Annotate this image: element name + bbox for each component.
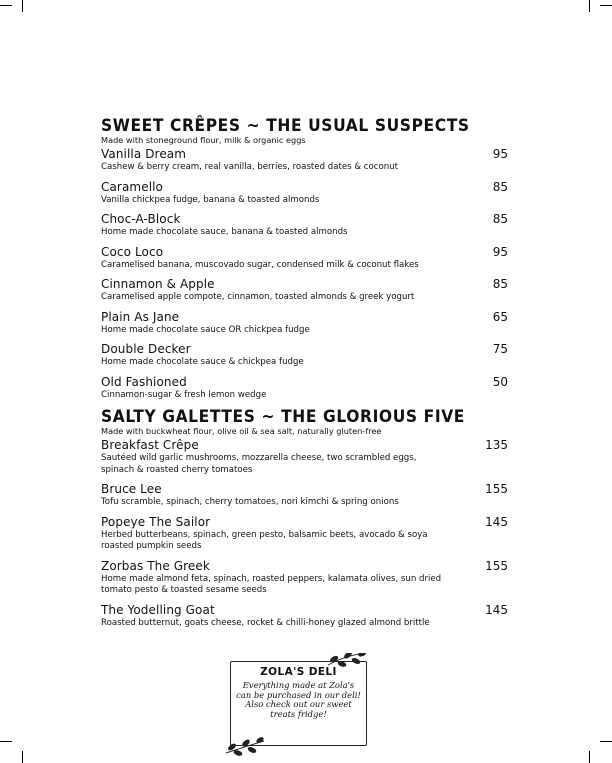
deli-line: can be purchased in our deli!	[236, 689, 361, 700]
item-price: 75	[492, 342, 508, 356]
menu-item	[101, 342, 510, 369]
item-description: Roasted butternut, goats cheese, rocket & chilli-honey glazed almond brittle	[101, 617, 430, 628]
menu-item	[101, 603, 510, 630]
item-name: Plain As Jane	[101, 309, 180, 324]
item-description: Cashew & berry cream, real vanilla, berries, roasted dates & coconut	[101, 162, 399, 172]
item-name: Zorbas The Greek	[101, 558, 210, 573]
menu-item	[101, 147, 510, 174]
item-price: 65	[492, 309, 508, 324]
deli-line: treats fridge!	[270, 708, 327, 719]
crop-mark	[600, 5, 612, 6]
section-sweet-crepes	[101, 116, 510, 401]
item-name: Cinnamon & Apple	[101, 277, 215, 291]
crop-mark	[600, 741, 612, 742]
menu-item	[101, 559, 510, 597]
item-name: Breakfast Crêpe	[101, 438, 199, 452]
item-price: 95	[492, 244, 508, 259]
item-name: Double Decker	[101, 342, 191, 356]
item-description: Home made chocolate sauce, banana & toasted almonds	[101, 227, 348, 237]
crop-mark	[22, 751, 23, 763]
item-price: 145	[485, 514, 508, 529]
deli-message	[230, 681, 367, 719]
menu-item	[101, 438, 510, 476]
deli-title: ZOLA'S DELI	[260, 666, 337, 678]
item-price: 95	[492, 147, 508, 161]
item-price: 85	[492, 179, 508, 194]
item-name: Vanilla Dream	[101, 147, 187, 161]
item-description: Home made chocolate sauce & chickpea fudge	[101, 357, 304, 367]
item-description: Caramelised apple compote, cinnamon, toasted almonds & greek yogurt	[101, 292, 415, 302]
section-subtitle: Made with stoneground flour, milk & organic eggs	[101, 135, 306, 145]
item-name: Old Fashioned	[101, 374, 187, 389]
item-price: 155	[485, 558, 508, 573]
item-price: 135	[485, 438, 508, 452]
deli-line: Everything made at Zola's	[242, 680, 355, 690]
menu-item	[101, 180, 510, 207]
menu-item	[101, 277, 510, 304]
deli-sign	[224, 653, 384, 757]
crop-mark	[0, 5, 12, 6]
menu-item	[101, 310, 510, 337]
item-price: 50	[492, 374, 508, 389]
menu-item	[101, 482, 510, 509]
item-price: 145	[485, 602, 508, 617]
item-description: Home made chocolate sauce OR chickpea fudge	[101, 324, 310, 335]
item-description: Sautéed wild garlic mushrooms, mozzarella cheese, two scrambled eggs, spinach & roasted cherry tomatoes	[101, 453, 417, 475]
section-title: SWEET CRÊPES ~ THE USUAL SUSPECTS	[101, 116, 470, 136]
menu-item	[101, 212, 510, 239]
item-price: 155	[485, 482, 508, 496]
crop-mark	[22, 0, 23, 12]
item-description: Tofu scramble, spinach, cherry tomatoes, nori kimchi & spring onions	[101, 497, 399, 507]
crop-mark	[589, 0, 590, 12]
crop-mark	[0, 741, 12, 742]
menu	[101, 116, 510, 635]
item-price: 85	[492, 212, 508, 226]
item-name: The Yodelling Goat	[101, 602, 215, 617]
item-price: 85	[492, 277, 508, 291]
section-title: SALTY GALETTES ~ THE GLORIOUS FIVE	[101, 407, 465, 427]
item-name: Bruce Lee	[101, 482, 162, 496]
item-name: Choc-A-Block	[101, 212, 181, 226]
crop-mark	[589, 751, 590, 763]
item-name: Popeye The Sailor	[101, 514, 211, 529]
section-subtitle: Made with buckwheat flour, olive oil & sea salt, naturally gluten-free	[101, 426, 382, 436]
item-name: Coco Loco	[101, 244, 164, 259]
menu-item	[101, 515, 510, 553]
section-salty-galettes	[101, 407, 510, 629]
item-description: Cinnamon-sugar & fresh lemon wedge	[101, 389, 267, 400]
item-name: Caramello	[101, 179, 164, 194]
menu-item	[101, 375, 510, 402]
item-description: Herbed butterbeans, spinach, green pesto, balsamic beets, avocado & soya roasted pumpkin seeds	[101, 529, 428, 551]
item-description: Vanilla chickpea fudge, banana & toasted almonds	[101, 194, 320, 205]
item-description: Home made almond feta, spinach, roasted peppers, kalamata olives, sun dried tomato pesto & toasted sesame seeds	[101, 573, 442, 595]
deli-line: Also check out our sweet	[245, 699, 352, 710]
item-description: Caramelised banana, muscovado sugar, condensed milk & coconut flakes	[101, 259, 419, 270]
menu-item	[101, 245, 510, 272]
